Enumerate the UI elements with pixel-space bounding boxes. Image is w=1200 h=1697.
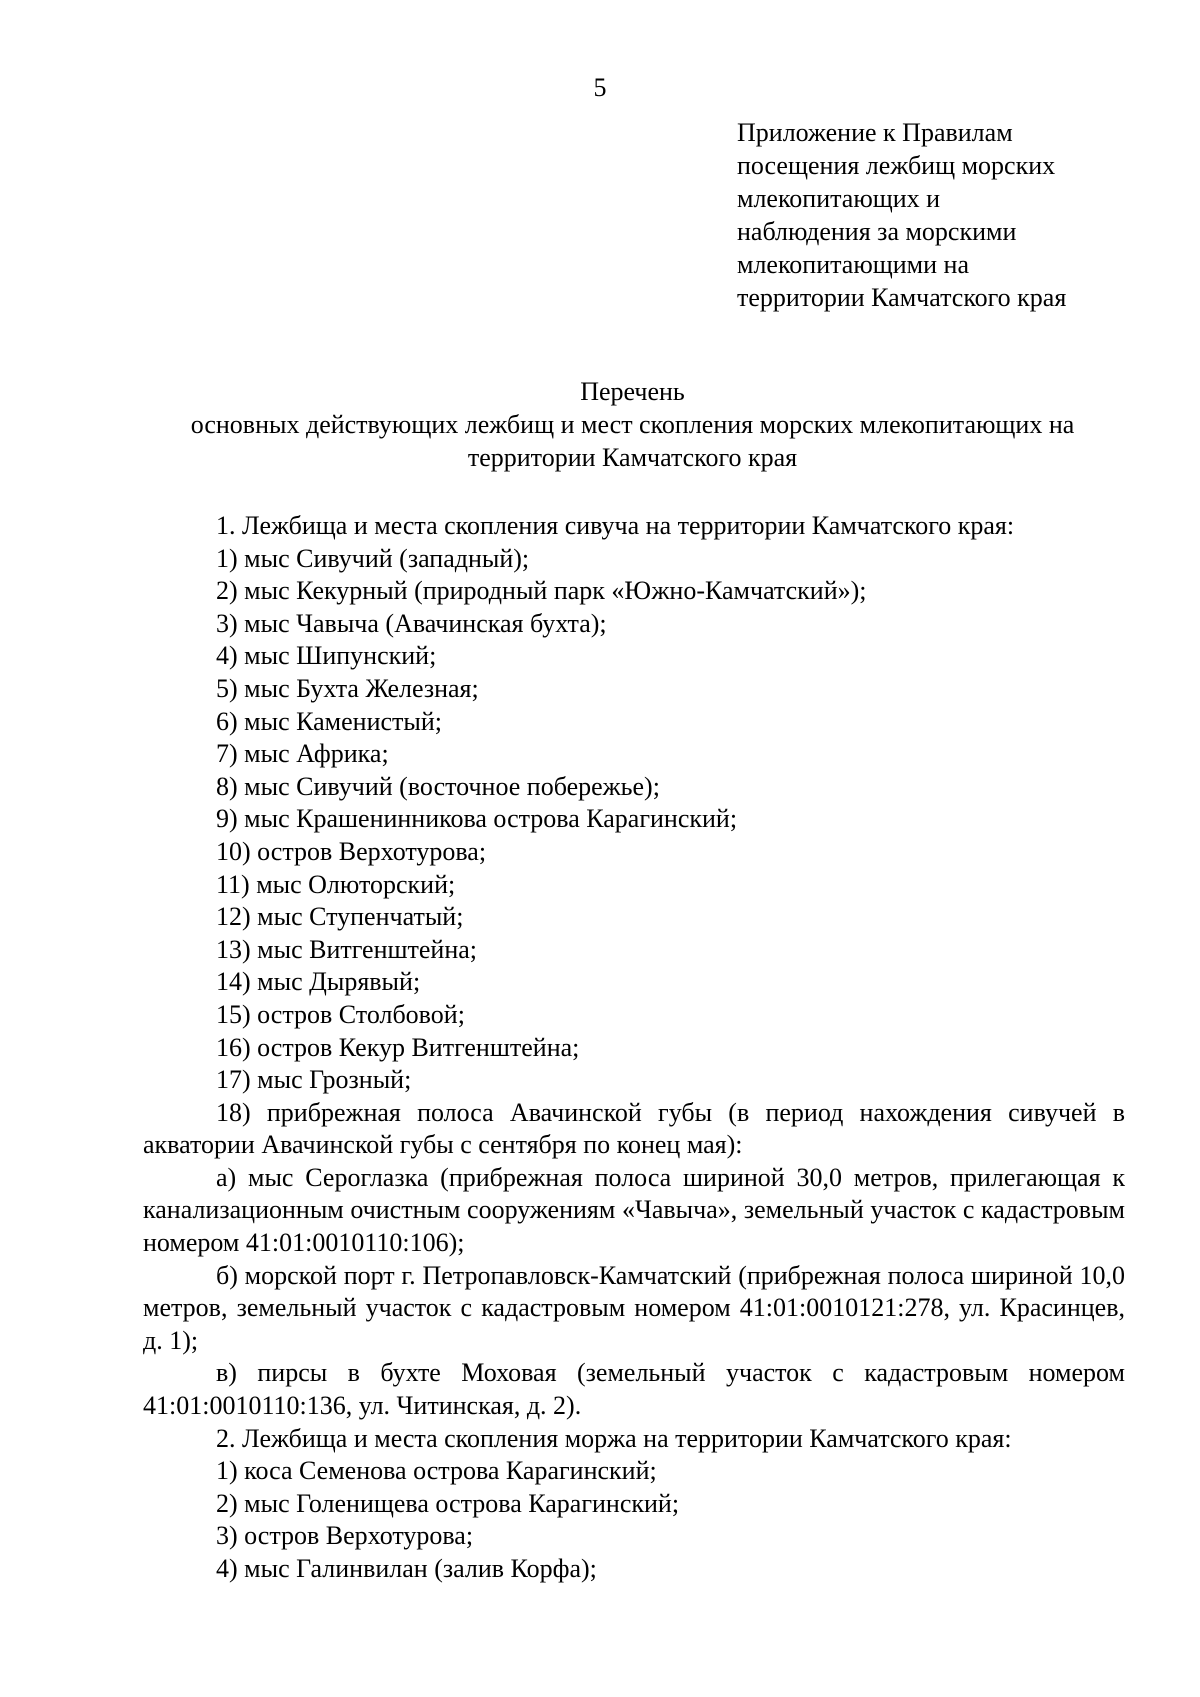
sub-item: в) пирсы в бухте Моховая (земельный участок с кадастровым номером 41:01:0010110:136, ул. Читинская, д. 2). bbox=[143, 1358, 1125, 1421]
section-heading: 2. Лежбища и места скопления моржа на территории Камчатского края: bbox=[216, 1423, 1012, 1453]
appendix-line: Приложение к Правилам bbox=[737, 118, 1013, 147]
list-item: 4) мыс Галинвилан (залив Корфа); bbox=[216, 1554, 597, 1583]
list-item: 1) коса Семенова острова Карагинский; bbox=[216, 1456, 657, 1486]
list-item: 15) остров Столбовой; bbox=[216, 999, 465, 1029]
list-item: 14) мыс Дырявый; bbox=[216, 967, 421, 997]
list-item: 16) остров Кекур Витгенштейна; bbox=[216, 1032, 580, 1062]
list-item: 10) остров Верхотурова; bbox=[216, 836, 487, 866]
sub-item: а) мыс Сероглазка (прибрежная полоса шириной 30,0 метров, прилегающая к канализационным очистным сооружениям «Чавыча», земельный участок с кадастровым номером 41:01:0010110:106); bbox=[143, 1162, 1125, 1258]
appendix-line: посещения лежбищ морских bbox=[737, 151, 1056, 180]
list-item: 7) мыс Африка; bbox=[216, 739, 389, 769]
appendix-line: наблюдения за морскими bbox=[737, 217, 1017, 246]
list-item: 3) остров Верхотурова; bbox=[216, 1521, 474, 1551]
appendix-note bbox=[737, 116, 1177, 314]
list-item: 6) мыс Каменистый; bbox=[216, 706, 442, 736]
list-item: 17) мыс Грозный; bbox=[216, 1065, 412, 1095]
list-item: 4) мыс Шипунский; bbox=[216, 641, 437, 671]
page-number: 5 bbox=[593, 73, 607, 102]
section-heading: 1. Лежбища и места скопления сивуча на территории Камчатского края: bbox=[216, 511, 1015, 540]
title-line: Перечень bbox=[580, 377, 685, 406]
appendix-line: млекопитающими на bbox=[737, 250, 970, 279]
document-body bbox=[143, 510, 1125, 1586]
title-line: территории Камчатского края bbox=[467, 443, 798, 472]
list-item: 18) прибрежная полоса Авачинской губы (в период нахождения сивучей в акватории Авачинской губы с сентября по конец мая): bbox=[143, 1097, 1125, 1160]
list-item: 13) мыс Витгенштейна; bbox=[216, 934, 478, 964]
list-item: 5) мыс Бухта Железная; bbox=[216, 673, 479, 703]
title-line: основных действующих лежбищ и мест скопления морских млекопитающих на bbox=[190, 410, 1075, 439]
list-item: 2) мыс Кекурный (природный парк «Южно-Камчатский»); bbox=[216, 576, 867, 606]
sub-item: б) морской порт г. Петропавловск-Камчатский (прибрежная полоса шириной 10,0 метров, земельный участок с кадастровым номером 41:01:0010121:278, ул. Красинцев, д. 1); bbox=[143, 1260, 1125, 1355]
list-item: 9) мыс Крашенинникова острова Карагинский; bbox=[216, 804, 738, 834]
list-item: 3) мыс Чавыча (Авачинская бухта); bbox=[216, 608, 607, 638]
list-item: 1) мыс Сивучий (западный); bbox=[216, 543, 530, 573]
appendix-line: млекопитающих и bbox=[737, 184, 941, 213]
list-item: 8) мыс Сивучий (восточное побережье); bbox=[216, 771, 660, 801]
list-item: 11) мыс Олюторский; bbox=[216, 869, 456, 899]
appendix-line: территории Камчатского края bbox=[737, 283, 1067, 312]
list-item: 2) мыс Голенищева острова Карагинский; bbox=[216, 1488, 680, 1518]
document-title bbox=[140, 375, 1125, 474]
list-item: 12) мыс Ступенчатый; bbox=[216, 902, 464, 932]
